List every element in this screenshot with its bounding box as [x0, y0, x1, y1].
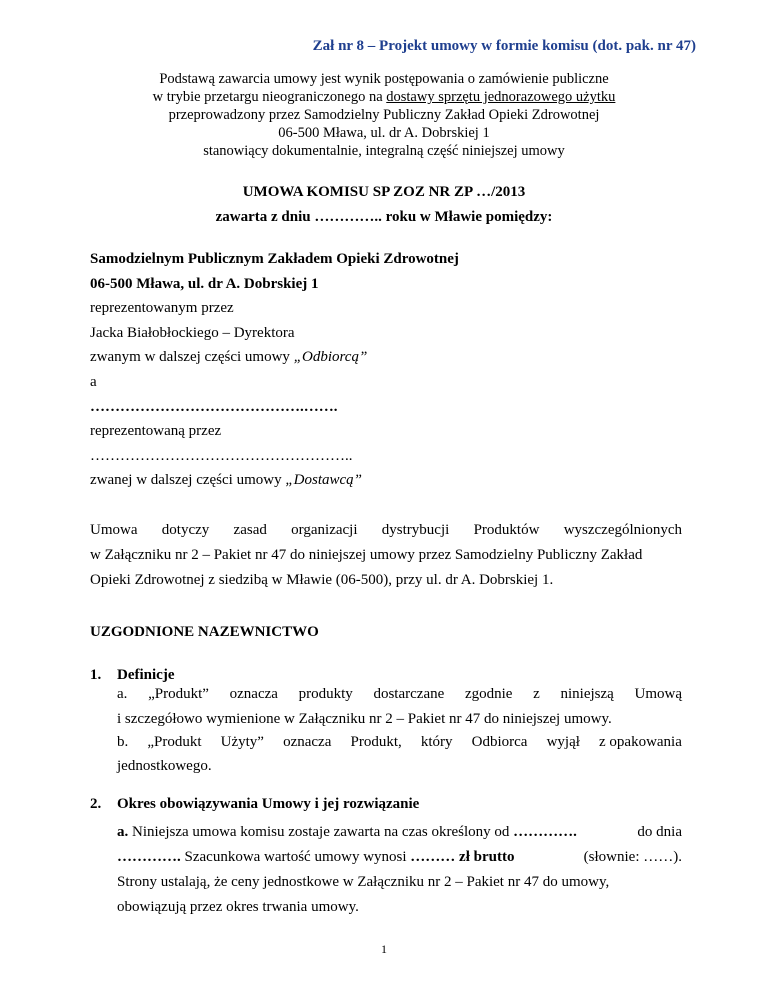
word: produkty — [298, 686, 353, 702]
recipient-role-line — [90, 347, 690, 372]
definition-a-text: i szczegółowo wymienione w Załączniku nr 2 – Pakiet nr 47 do niniejszej umowy. — [117, 711, 612, 727]
supplier-blank: …………………………………….……. — [90, 398, 338, 415]
contract-subtitle: zawarta z dniu ………….. roku w Mławie pomiędzy: — [215, 209, 553, 225]
definition-a — [117, 682, 682, 707]
role-name: „Odbiorcą” — [293, 349, 368, 366]
intro-paragraph — [90, 518, 682, 593]
item-heading: Okres obowiązywania Umowy i jej rozwiązanie — [117, 796, 420, 812]
word: Odbiorca — [471, 734, 528, 750]
recipient-name: Samodzielnym Publicznym Zakładem Opieki Zdrowotnej — [90, 251, 459, 267]
preamble-text: w trybie przetargu nieograniczonego na — [152, 89, 387, 105]
word: Użyty” — [220, 734, 264, 750]
word: z opakowania — [599, 734, 682, 750]
definition-b-continuation — [117, 754, 682, 779]
representative-name: Jacka Białobłockiego – Dyrektora — [90, 324, 295, 341]
intro-line: w Załączniku nr 2 – Pakiet nr 47 do niniejszej umowy przez Samodzielny Publiczny Zakład — [90, 547, 643, 563]
word: dystrybucji — [381, 522, 450, 538]
preamble-line: przeprowadzony przez Samodzielny Publiczny Zakład Opieki Zdrowotnej — [168, 107, 600, 123]
section-heading: UZGODNIONE NAZEWNICTWO — [90, 624, 319, 640]
word: dostarczane — [373, 686, 445, 702]
item-heading: Definicje — [117, 667, 175, 683]
contract-title: UMOWA KOMISU SP ZOZ NR ZP …/2013 — [242, 184, 526, 200]
preamble — [90, 70, 678, 160]
word: Produkt, — [350, 734, 402, 750]
conjunction: a — [90, 373, 97, 390]
term-text: Szacunkowa wartość umowy wynosi — [180, 849, 411, 865]
definition-b — [117, 730, 682, 755]
represented-by: reprezentowanym przez — [90, 300, 234, 317]
word: Umowa — [90, 522, 138, 538]
definition-b-line — [117, 730, 682, 755]
word: Produktów — [473, 522, 540, 538]
word: a. — [117, 686, 128, 702]
page-number: 1 — [381, 942, 387, 956]
term-value: ……… zł brutto — [410, 849, 515, 865]
parties-block — [90, 249, 690, 495]
word: który — [420, 734, 453, 750]
word: „Produkt” — [148, 686, 209, 702]
preamble-underlined-text: dostawy sprzętu jednorazowego użytku — [386, 89, 616, 105]
word: wyjął — [546, 734, 580, 750]
term-text: Niniejsza umowa komisu zostaje zawarta na czas określony od — [128, 824, 514, 840]
supplier-representative-blank: …………………………………………….. — [90, 447, 353, 464]
word: organizacji — [291, 522, 358, 538]
term-blank: …………. — [513, 824, 577, 840]
term-line-3: Strony ustalają, że ceny jednostkowe w Załączniku nr 2 – Pakiet nr 47 do umowy, — [117, 874, 610, 890]
term-line-1 — [117, 820, 682, 845]
attachment-header: Zał nr 8 – Projekt umowy w formie komisu (dot. pak. nr 47) — [312, 38, 696, 54]
item-number: 1. — [90, 667, 102, 683]
term-paragraph — [117, 820, 682, 920]
intro-line: Opieki Zdrowotnej z siedzibą w Mławie (06-500), przy ul. dr A. Dobrskiej 1. — [90, 572, 554, 588]
definition-a-continuation — [117, 707, 682, 732]
preamble-line — [90, 88, 678, 106]
word: b. — [117, 734, 129, 750]
word: zgodnie — [464, 686, 513, 702]
term-text: (słownie: ……). — [583, 849, 682, 865]
term-text-1 — [117, 820, 577, 845]
term-line-2 — [117, 845, 682, 870]
term-line-4: obowiązują przez okres trwania umowy. — [117, 899, 359, 915]
term-text-2 — [117, 845, 514, 870]
preamble-line: stanowiący dokumentalnie, integralną część niniejszej umowy — [203, 143, 565, 159]
supplier-role-line — [90, 470, 690, 495]
word: wyszczególnionych — [563, 522, 682, 538]
definition-b-text: jednostkowego. — [117, 758, 212, 774]
word: niniejszą — [560, 686, 614, 702]
intro-line-justified — [90, 518, 682, 543]
preamble-line: Podstawą zawarcia umowy jest wynik postępowania o zamówienie publiczne — [159, 71, 609, 87]
word: Umową — [634, 686, 682, 702]
role-prefix: zwanym w dalszej części umowy — [90, 349, 294, 366]
word: zasad — [233, 522, 267, 538]
definition-a-line — [117, 682, 682, 707]
word: „Produkt — [147, 734, 202, 750]
term-text: do dnia — [637, 824, 682, 840]
item-number: 2. — [90, 796, 102, 812]
role-name: „Dostawcą” — [285, 472, 363, 489]
preamble-line: 06-500 Mława, ul. dr A. Dobrskiej 1 — [278, 125, 490, 141]
term-blank: …………. — [117, 849, 181, 865]
recipient-address: 06-500 Mława, ul. dr A. Dobrskiej 1 — [90, 275, 319, 292]
word: z — [533, 686, 540, 702]
word: oznacza — [283, 734, 332, 750]
word: oznacza — [229, 686, 278, 702]
supplier-represented-by: reprezentowaną przez — [90, 423, 222, 440]
role-prefix: zwanej w dalszej części umowy — [90, 472, 286, 489]
term-letter: a. — [117, 824, 129, 840]
word: dotyczy — [161, 522, 210, 538]
